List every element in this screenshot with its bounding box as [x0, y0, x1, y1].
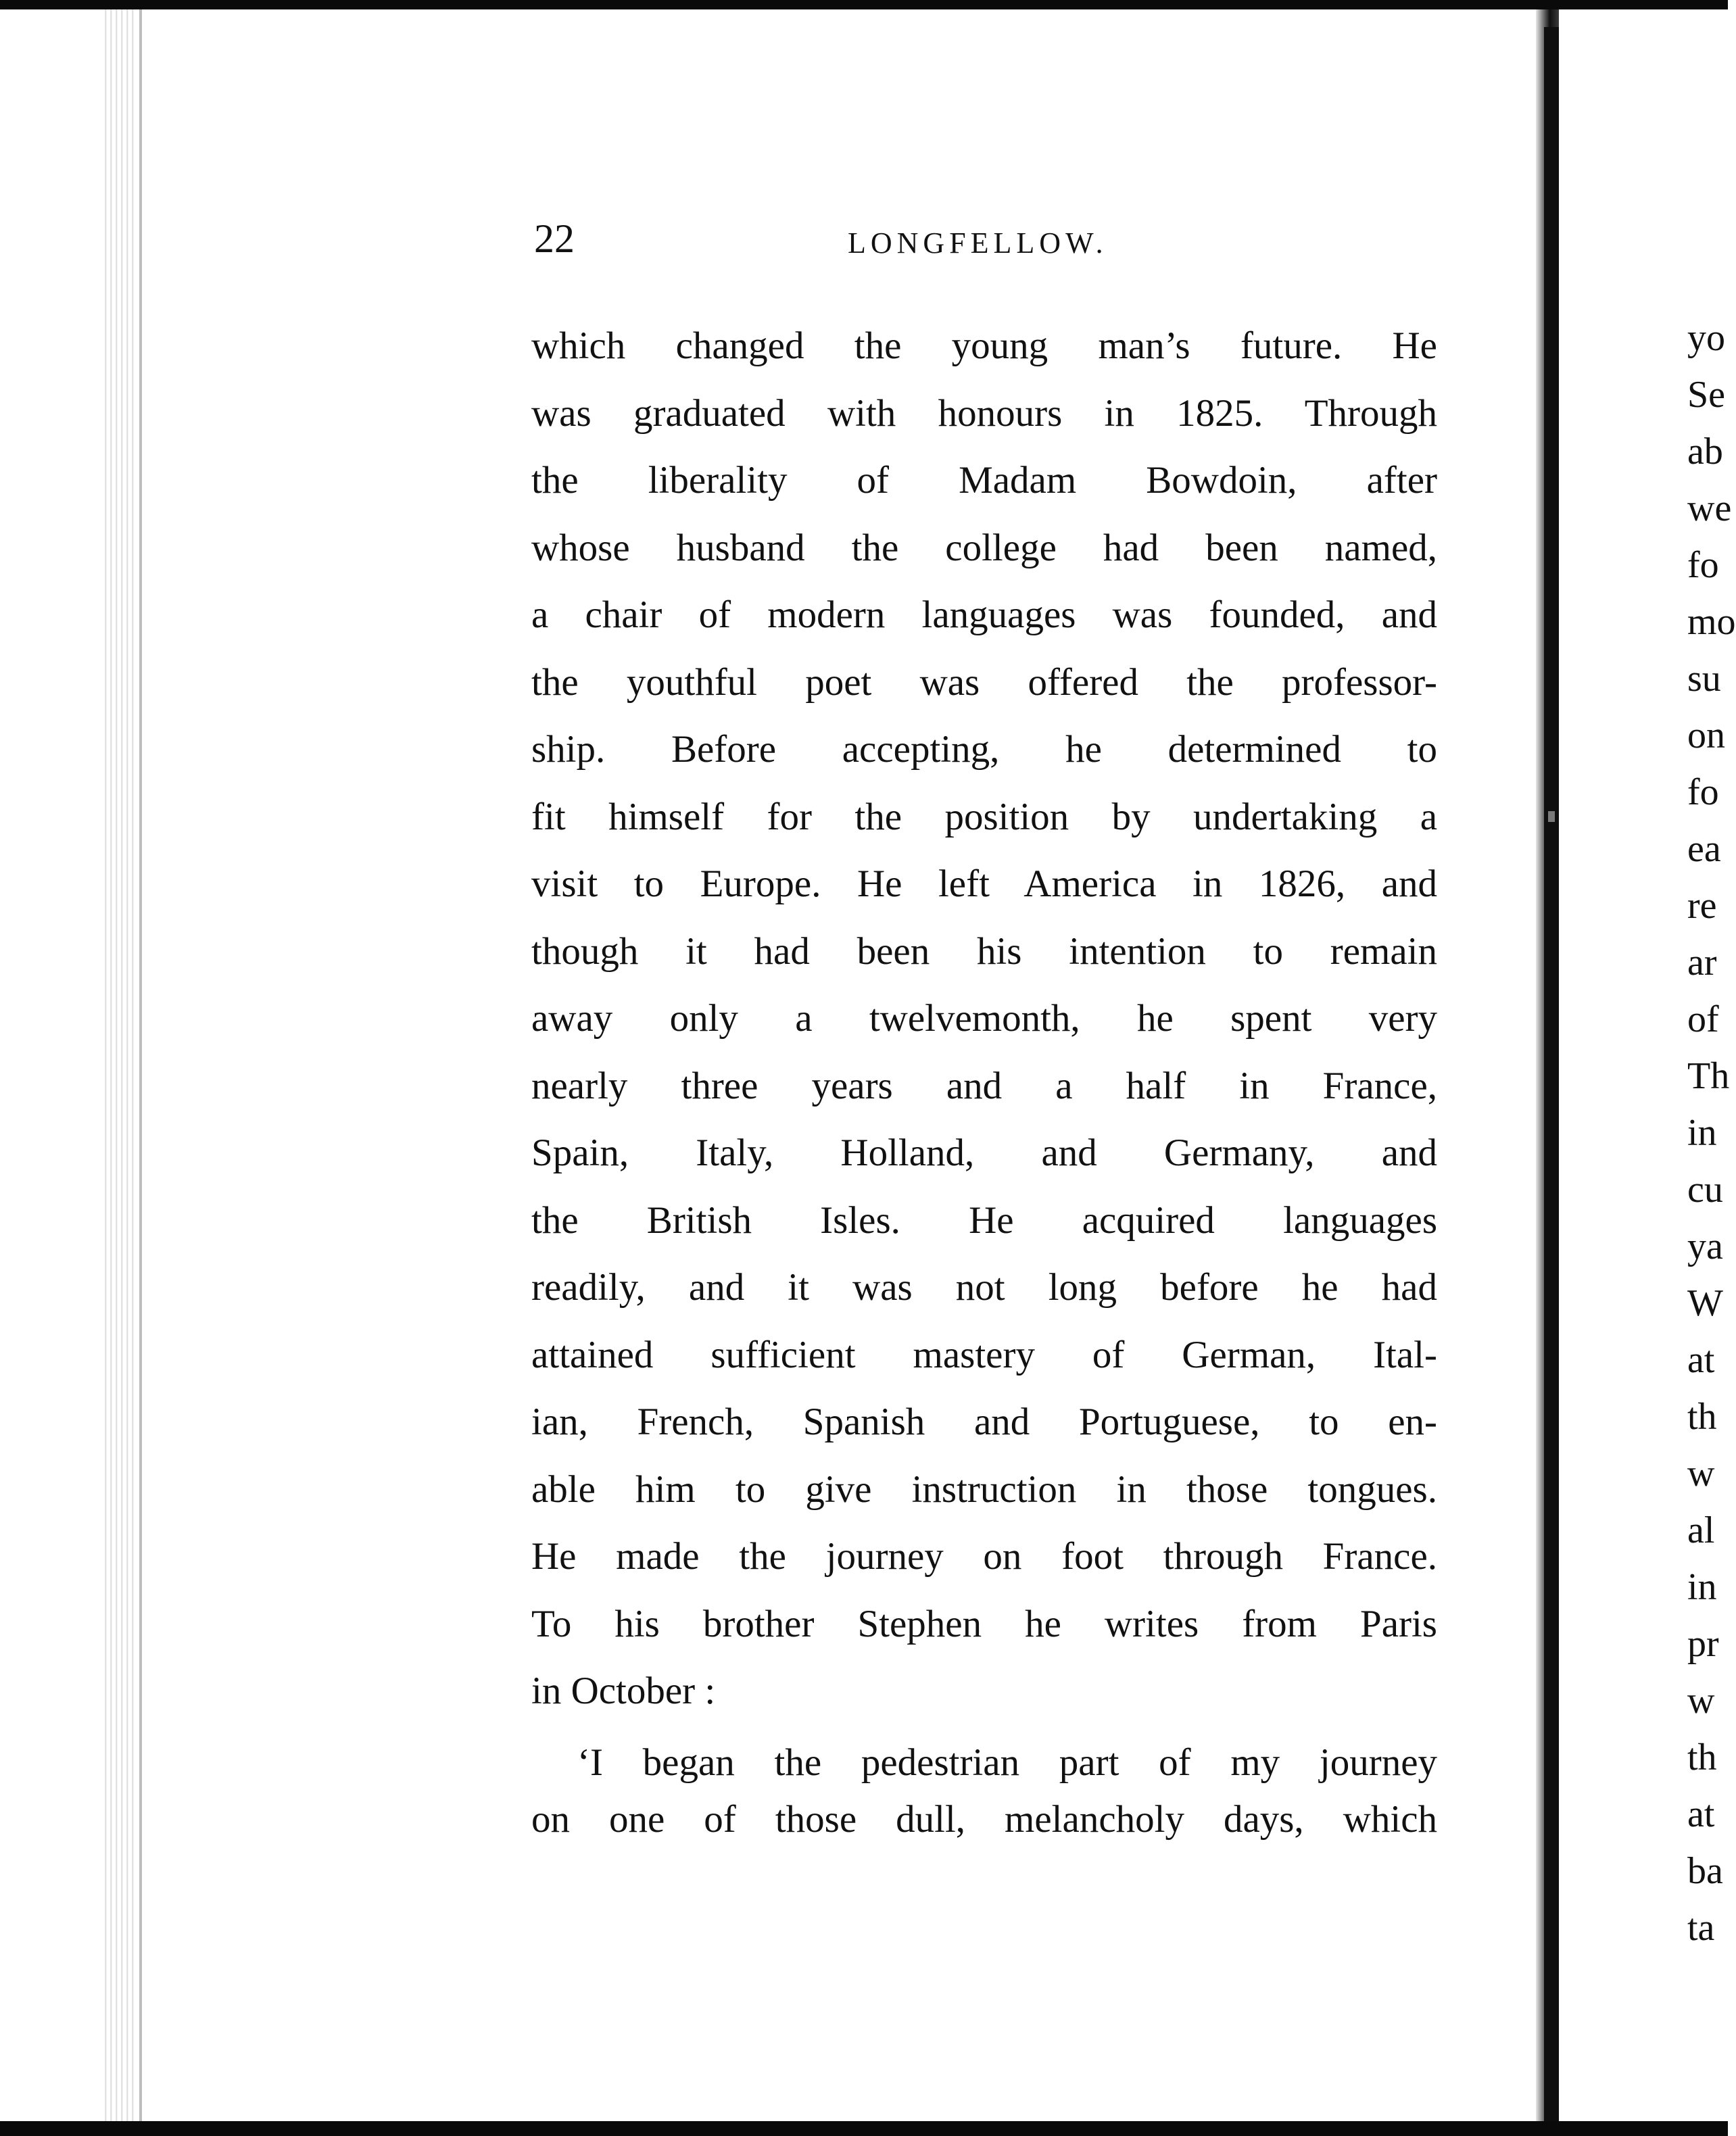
text-line: which changed the young man’s future. He	[531, 324, 1437, 367]
facing-page-fragment: Se	[1687, 374, 1725, 416]
facing-page-fragment: th	[1687, 1737, 1717, 1778]
facing-page-fragment: re	[1687, 885, 1717, 927]
facing-page-fragment: at	[1687, 1793, 1715, 1835]
facing-page-fragment: W	[1687, 1282, 1723, 1324]
quote-line: on one of those dull, melancholy days, which	[531, 1798, 1437, 1841]
facing-page-fragment: cu	[1687, 1169, 1723, 1211]
facing-page-fragment: fo	[1687, 771, 1719, 813]
text-line: able him to give instruction in those tongues.	[531, 1467, 1437, 1511]
facing-page-fragment: w	[1687, 1453, 1715, 1495]
facing-page-fragment: th	[1687, 1396, 1717, 1438]
facing-page	[1559, 9, 1736, 2121]
text-line: though it had been his intention to remain	[531, 929, 1437, 973]
scan-top-edge	[0, 0, 1728, 9]
text-line: was graduated with honours in 1825. Through	[531, 391, 1437, 435]
quotation	[531, 1734, 1437, 1848]
facing-page-fragment: ta	[1687, 1907, 1715, 1949]
facing-page-fragment: pr	[1687, 1623, 1719, 1665]
facing-page-fragment: al	[1687, 1509, 1715, 1551]
facing-page-fragment: ar	[1687, 942, 1717, 984]
text-line: away only a twelvemonth, he spent very	[531, 997, 1437, 1040]
facing-page-fragment: of	[1687, 998, 1719, 1040]
scan-bottom-edge	[0, 2121, 1728, 2136]
gutter-shadow	[1544, 27, 1559, 2121]
facing-page-fragment: in	[1687, 1112, 1717, 1154]
facing-page-fragment: w	[1687, 1680, 1715, 1722]
page-number: 22	[534, 216, 575, 261]
facing-page-fragment: we	[1687, 487, 1732, 529]
facing-page-fragment: at	[1687, 1339, 1715, 1381]
body-text	[531, 312, 1437, 1725]
text-line: He made the journey on foot through France.	[531, 1535, 1437, 1578]
text-line: To his brother Stephen he writes from Paris	[531, 1602, 1437, 1645]
facing-page-fragment: ba	[1687, 1850, 1723, 1892]
facing-page-fragment: on	[1687, 714, 1725, 756]
running-head: LONGFELLOW.	[848, 226, 1108, 260]
text-line: attained sufficient mastery of German, Ital-	[531, 1333, 1437, 1376]
text-line: ship. Before accepting, he determined to	[531, 728, 1437, 771]
text-line: the British Isles. He acquired languages	[531, 1198, 1437, 1242]
gutter-speck	[1548, 811, 1555, 822]
facing-page-fragment: ab	[1687, 431, 1723, 472]
facing-page-fragment: ea	[1687, 828, 1721, 870]
text-line: a chair of modern languages was founded, and	[531, 593, 1437, 636]
text-line: nearly three years and a half in France,	[531, 1064, 1437, 1107]
text-line: in October :	[531, 1670, 716, 1712]
facing-page-fragment: Th	[1687, 1055, 1730, 1097]
text-line: the youthful poet was offered the professor-	[531, 660, 1437, 704]
text-line: fit himself for the position by undertaking a	[531, 795, 1437, 838]
text-line: the liberality of Madam Bowdoin, after	[531, 459, 1437, 502]
left-page-border	[139, 9, 142, 2121]
text-line: whose husband the college had been named,	[531, 526, 1437, 569]
facing-page-fragment: su	[1687, 658, 1721, 700]
quote-line: ‘I began the pedestrian part of my journey	[577, 1741, 1437, 1784]
text-line: Spain, Italy, Holland, and Germany, and	[531, 1132, 1437, 1174]
text-line: readily, and it was not long before he had	[531, 1266, 1437, 1309]
text-line: visit to Europe. He left America in 1826, and	[531, 863, 1437, 905]
facing-page-fragment: ya	[1687, 1225, 1723, 1267]
facing-page-fragment: mo	[1687, 601, 1736, 643]
text-line: ian, French, Spanish and Portuguese, to en-	[531, 1401, 1437, 1443]
facing-page-fragment: in	[1687, 1566, 1717, 1608]
facing-page-fragment: yo	[1687, 317, 1725, 359]
facing-page-fragment: fo	[1687, 544, 1719, 586]
